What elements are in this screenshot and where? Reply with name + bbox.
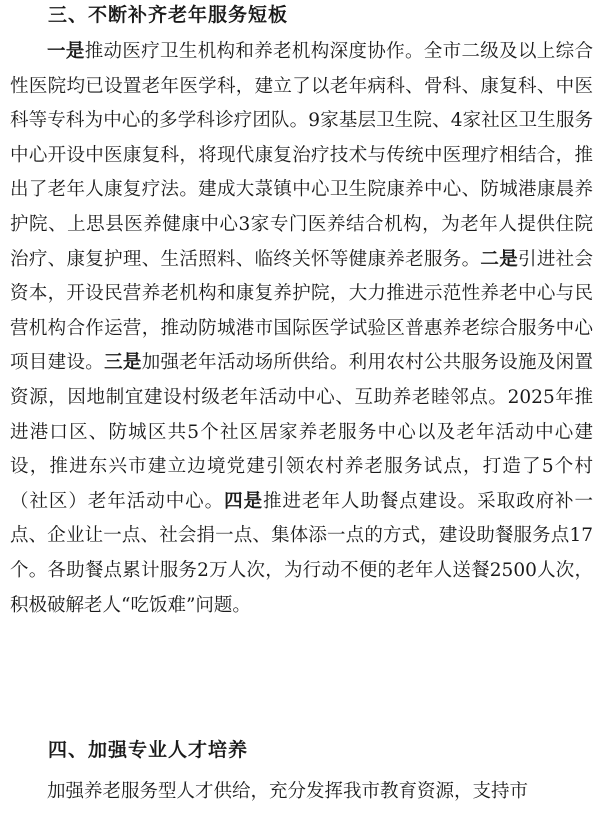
point-3-lead: 三是 [104,352,142,374]
section-3-paragraph [10,35,593,623]
section-heading-4: 四、加强专业人才培养 [48,739,249,761]
point-4-text: 推进老年人助餐点建设。采取政府补一点、企业让一点、社会捐一点、集体添一点的方式，建设助餐服务点17个。各助餐点累计服务2万人次，为行动不便的老年人送餐2500人次，积极破解老人“吃饭难”问题。 [10,490,593,616]
point-3-text: 加强老年活动场所供给。利用农村公共服务设施及闲置资源，因地制宜建设村级老年活动中心、互助养老睦邻点。2025年推进港口区、防城区共5个社区居家养老服务中心以及老年活动中心建设，推进东兴市建立边境党建引领农村养老服务试点，打造了5个村（社区）老年活动中心。 [10,352,593,512]
section-heading-3: 三、不断补齐老年服务短板 [48,4,289,26]
point-4-lead: 四是 [224,490,264,512]
point-1-lead: 一是 [47,41,85,62]
section-4-intro-text: 加强养老服务型人才供给，充分发挥我市教育资源，支持市 [47,781,529,802]
point-1-text: 推动医疗卫生机构和养老机构深度协作。全市二级及以上综合性医院均已设置老年医学科，建立了以老年病科、骨科、康复科、中医科等专科为中心的多学科诊疗团队。9家基层卫生院、4家社区卫生服务中心开设中医康复科，将现代康复治疗技术与传统中医理疗相结合，推出了老年人康复疗法。建成大菉镇中心卫生院康养中心、防城港康晨养护院、上思县医养健康中心3家专门医养结合机构，为老年人提供住院治疗、康复护理、生活照料、临终关怀等健康养老服务。 [10,41,593,270]
point-2-lead: 二是 [480,248,519,270]
point-2-text: 引进社会资本，开设民营养老机构和康复养护院，大力推进示范性养老中心与民营机构合作运营，推动防城港市国际医学试验区普惠养老综合服务中心项目建设。 [10,248,593,374]
section-4-paragraph [10,775,593,810]
